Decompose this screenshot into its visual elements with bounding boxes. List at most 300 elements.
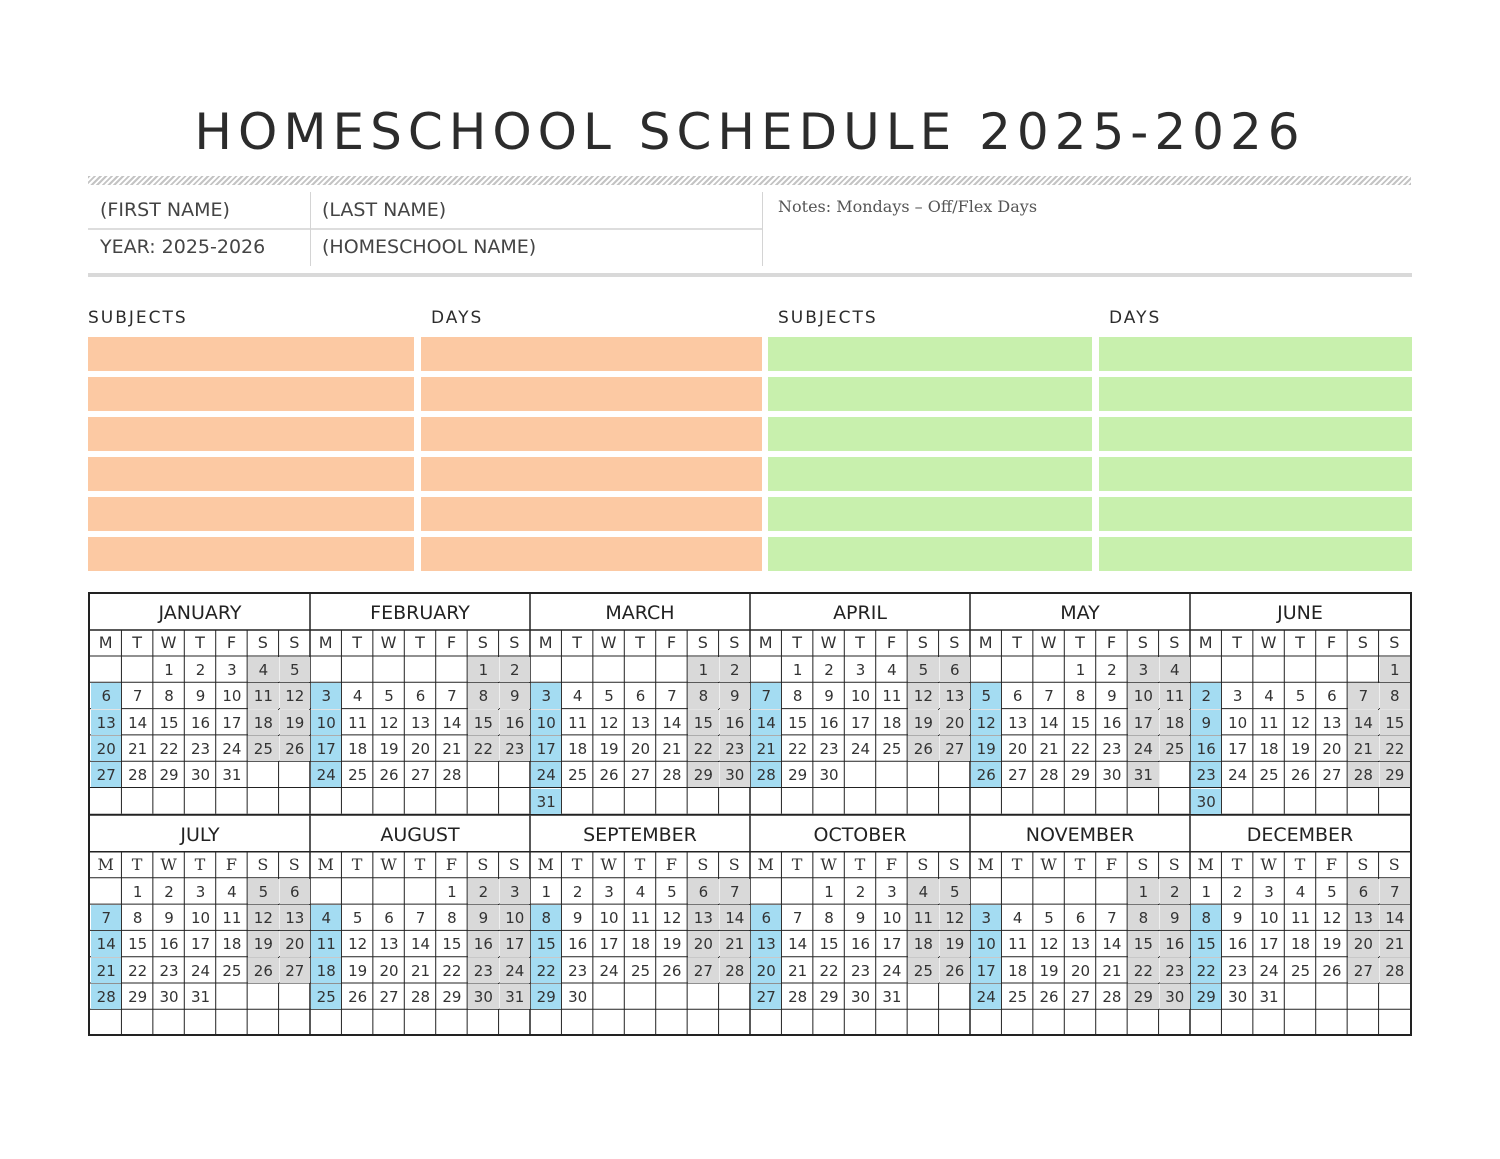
calendar-day[interactable]: 21 (410, 961, 431, 980)
calendar-day[interactable]: 7 (720, 879, 750, 904)
calendar-day[interactable]: 29 (788, 766, 808, 785)
calendar-day[interactable]: 30 (568, 987, 588, 1006)
calendar-day[interactable]: 21 (1380, 931, 1410, 956)
calendar-day[interactable]: 31 (531, 789, 561, 814)
calendar-day[interactable]: 3 (855, 661, 866, 679)
calendar-day[interactable]: 18 (1008, 961, 1028, 980)
calendar-day[interactable]: 24 (1228, 766, 1248, 785)
calendar-day[interactable]: 18 (630, 935, 651, 954)
calendar-day[interactable]: 28 (1380, 958, 1410, 983)
calendar-day[interactable]: 22 (128, 961, 148, 980)
calendar-day[interactable]: 20 (1008, 739, 1028, 758)
calendar-day[interactable]: 29 (1380, 762, 1410, 787)
calendar-day[interactable]: 19 (940, 931, 970, 956)
calendar-day[interactable]: 8 (1075, 687, 1086, 706)
calendar-day[interactable]: 20 (688, 931, 718, 956)
calendar-day[interactable]: 22 (788, 739, 808, 758)
calendar-day[interactable]: 31 (1259, 987, 1279, 1006)
calendar-day[interactable]: 27 (280, 958, 310, 983)
calendar-day[interactable]: 4 (635, 882, 646, 901)
calendar-day[interactable]: 13 (379, 935, 399, 954)
calendar-day[interactable]: 2 (572, 882, 583, 901)
calendar-day[interactable]: 30 (468, 984, 498, 1009)
calendar-day[interactable]: 14 (442, 713, 462, 732)
calendar-day[interactable]: 10 (850, 687, 871, 706)
calendar-day[interactable]: 20 (91, 736, 121, 761)
calendar-day[interactable]: 3 (500, 879, 530, 904)
days-box-left[interactable] (421, 457, 762, 491)
calendar-day[interactable]: 24 (599, 961, 619, 980)
calendar-day[interactable]: 10 (531, 710, 561, 735)
calendar-day[interactable]: 26 (940, 958, 970, 983)
days-box-right[interactable] (1099, 337, 1412, 371)
calendar-day[interactable]: 31 (1128, 762, 1158, 787)
calendar-day[interactable]: 16 (500, 710, 530, 735)
calendar-day[interactable]: 29 (128, 987, 148, 1006)
calendar-day[interactable]: 2 (195, 661, 206, 679)
calendar-day[interactable]: 7 (1044, 687, 1054, 706)
calendar-day[interactable]: 26 (599, 766, 619, 785)
subject-box-right[interactable] (768, 457, 1092, 491)
calendar-day[interactable]: 30 (850, 987, 871, 1006)
calendar-day[interactable]: 1 (468, 657, 498, 682)
calendar-day[interactable]: 10 (500, 905, 530, 930)
calendar-day[interactable]: 27 (630, 766, 651, 785)
calendar-day[interactable]: 21 (720, 931, 750, 956)
calendar-day[interactable]: 3 (531, 683, 561, 708)
calendar-day[interactable]: 6 (635, 687, 646, 706)
calendar-day[interactable]: 10 (599, 909, 619, 928)
calendar-day[interactable]: 4 (311, 905, 341, 930)
calendar-day[interactable]: 15 (788, 713, 808, 732)
calendar-day[interactable]: 7 (1380, 879, 1410, 904)
calendar-day[interactable]: 13 (1322, 713, 1342, 732)
calendar-day[interactable]: 21 (662, 739, 682, 758)
calendar-day[interactable]: 13 (940, 683, 970, 708)
calendar-day[interactable]: 12 (971, 710, 1001, 735)
calendar-day[interactable]: 25 (248, 736, 278, 761)
calendar-day[interactable]: 14 (1102, 935, 1122, 954)
calendar-day[interactable]: 25 (568, 766, 588, 785)
calendar-day[interactable]: 21 (128, 739, 148, 758)
calendar-day[interactable]: 23 (468, 958, 498, 983)
calendar-day[interactable]: 13 (1008, 713, 1028, 732)
calendar-day[interactable]: 1 (688, 657, 718, 682)
calendar-day[interactable]: 18 (1259, 739, 1279, 758)
days-box-right[interactable] (1099, 417, 1412, 451)
calendar-day[interactable]: 14 (720, 905, 750, 930)
calendar-day[interactable]: 11 (248, 683, 278, 708)
calendar-day[interactable]: 9 (500, 683, 530, 708)
calendar-day[interactable]: 19 (379, 739, 399, 758)
calendar-day[interactable]: 23 (1228, 961, 1248, 980)
calendar-day[interactable]: 4 (1295, 882, 1306, 901)
days-box-left[interactable] (421, 537, 762, 571)
calendar-day[interactable]: 8 (468, 683, 498, 708)
calendar-day[interactable]: 10 (882, 909, 902, 928)
calendar-day[interactable]: 11 (222, 909, 242, 928)
calendar-day[interactable]: 26 (1290, 766, 1311, 785)
calendar-day[interactable]: 4 (1160, 657, 1190, 682)
calendar-day[interactable]: 31 (190, 987, 211, 1006)
calendar-day[interactable]: 9 (855, 909, 866, 928)
calendar-day[interactable]: 14 (662, 713, 682, 732)
calendar-day[interactable]: 5 (1327, 882, 1337, 901)
calendar-day[interactable]: 15 (688, 710, 718, 735)
calendar-day[interactable]: 22 (1380, 736, 1410, 761)
calendar-day[interactable]: 27 (688, 958, 718, 983)
calendar-day[interactable]: 5 (1295, 687, 1306, 706)
calendar-day[interactable]: 19 (280, 710, 310, 735)
calendar-day[interactable]: 4 (887, 661, 897, 679)
calendar-day[interactable]: 11 (1290, 909, 1311, 928)
calendar-day[interactable]: 1 (824, 882, 834, 901)
calendar-day[interactable]: 20 (940, 710, 970, 735)
calendar-day[interactable]: 28 (1102, 987, 1122, 1006)
calendar-day[interactable]: 25 (1160, 736, 1190, 761)
calendar-day[interactable]: 12 (940, 905, 970, 930)
calendar-day[interactable]: 29 (819, 987, 839, 1006)
days-box-right[interactable] (1099, 537, 1412, 571)
days-box-left[interactable] (421, 377, 762, 411)
calendar-day[interactable]: 19 (1290, 739, 1311, 758)
calendar-day[interactable]: 3 (604, 882, 614, 901)
calendar-day[interactable]: 24 (531, 762, 561, 787)
calendar-day[interactable]: 22 (1070, 739, 1091, 758)
calendar-day[interactable]: 11 (1160, 683, 1190, 708)
calendar-day[interactable]: 5 (667, 882, 677, 901)
calendar-day[interactable]: 16 (468, 931, 498, 956)
calendar-day[interactable]: 15 (1191, 931, 1221, 956)
calendar-day[interactable]: 1 (1380, 657, 1410, 682)
calendar-day[interactable]: 17 (850, 713, 871, 732)
calendar-day[interactable]: 5 (604, 687, 614, 706)
calendar-day[interactable]: 27 (410, 766, 431, 785)
subject-box-right[interactable] (768, 417, 1092, 451)
calendar-day[interactable]: 9 (1232, 909, 1243, 928)
calendar-day[interactable]: 24 (190, 961, 211, 980)
calendar-day[interactable]: 12 (908, 683, 938, 708)
calendar-day[interactable]: 22 (688, 736, 718, 761)
subject-box-right[interactable] (768, 537, 1092, 571)
calendar-day[interactable]: 13 (410, 713, 431, 732)
calendar-day[interactable]: 13 (688, 905, 718, 930)
calendar-day[interactable]: 6 (688, 879, 718, 904)
calendar-day[interactable]: 8 (531, 905, 561, 930)
days-box-right[interactable] (1099, 377, 1412, 411)
calendar-day[interactable]: 5 (352, 909, 363, 928)
calendar-day[interactable]: 24 (500, 958, 530, 983)
calendar-day[interactable]: 6 (280, 879, 310, 904)
calendar-day[interactable]: 23 (568, 961, 588, 980)
calendar-day[interactable]: 24 (1128, 736, 1158, 761)
calendar-day[interactable]: 16 (819, 713, 839, 732)
calendar-day[interactable]: 25 (630, 961, 651, 980)
calendar-day[interactable]: 25 (1290, 961, 1311, 980)
calendar-day[interactable]: 5 (908, 657, 938, 682)
calendar-day[interactable]: 18 (882, 713, 902, 732)
calendar-day[interactable]: 1 (1128, 879, 1158, 904)
calendar-day[interactable]: 4 (1012, 909, 1023, 928)
calendar-day[interactable]: 20 (280, 931, 310, 956)
calendar-day[interactable]: 17 (882, 935, 902, 954)
calendar-day[interactable]: 1 (1201, 882, 1211, 901)
calendar-day[interactable]: 3 (1264, 882, 1274, 901)
calendar-day[interactable]: 23 (159, 961, 179, 980)
calendar-day[interactable]: 10 (311, 710, 341, 735)
calendar-day[interactable]: 14 (1380, 905, 1410, 930)
last-name-field[interactable]: (LAST NAME) (322, 199, 447, 221)
calendar-day[interactable]: 25 (311, 984, 341, 1009)
calendar-day[interactable]: 2 (855, 882, 866, 901)
calendar-day[interactable]: 2 (1107, 661, 1117, 679)
calendar-day[interactable]: 27 (1008, 766, 1028, 785)
calendar-day[interactable]: 28 (91, 984, 121, 1009)
calendar-day[interactable]: 17 (531, 736, 561, 761)
calendar-day[interactable]: 20 (379, 961, 399, 980)
days-box-left[interactable] (421, 417, 762, 451)
calendar-day[interactable]: 2 (1232, 882, 1243, 901)
calendar-day[interactable]: 18 (248, 710, 278, 735)
calendar-day[interactable]: 27 (940, 736, 970, 761)
calendar-day[interactable]: 12 (1290, 713, 1311, 732)
calendar-day[interactable]: 26 (348, 987, 368, 1006)
calendar-day[interactable]: 14 (128, 713, 148, 732)
calendar-day[interactable]: 16 (850, 935, 871, 954)
calendar-day[interactable]: 15 (159, 713, 179, 732)
calendar-day[interactable]: 15 (819, 935, 839, 954)
calendar-day[interactable]: 15 (1380, 710, 1410, 735)
calendar-day[interactable]: 18 (568, 739, 588, 758)
calendar-day[interactable]: 30 (1191, 789, 1221, 814)
days-box-left[interactable] (421, 337, 762, 371)
calendar-day[interactable]: 21 (788, 961, 808, 980)
calendar-day[interactable]: 20 (1322, 739, 1342, 758)
year-field[interactable]: YEAR: 2025-2026 (100, 236, 266, 258)
calendar-day[interactable]: 6 (940, 657, 970, 682)
calendar-day[interactable]: 16 (1160, 931, 1190, 956)
calendar-day[interactable]: 6 (1348, 879, 1378, 904)
calendar-day[interactable]: 8 (447, 909, 457, 928)
calendar-day[interactable]: 13 (280, 905, 310, 930)
calendar-day[interactable]: 31 (882, 987, 902, 1006)
calendar-day[interactable]: 22 (468, 736, 498, 761)
calendar-day[interactable]: 28 (1039, 766, 1059, 785)
calendar-day[interactable]: 25 (222, 961, 242, 980)
calendar-day[interactable]: 28 (1348, 762, 1378, 787)
calendar-day[interactable]: 19 (1039, 961, 1059, 980)
calendar-day[interactable]: 14 (788, 935, 808, 954)
calendar-day[interactable]: 12 (1039, 935, 1059, 954)
calendar-day[interactable]: 27 (379, 987, 399, 1006)
calendar-day[interactable]: 8 (792, 687, 803, 706)
calendar-day[interactable]: 15 (442, 935, 462, 954)
calendar-day[interactable]: 13 (91, 710, 121, 735)
notes-field[interactable]: Notes: Mondays – Off/Flex Days (778, 197, 1038, 216)
calendar-day[interactable]: 3 (1232, 687, 1243, 706)
calendar-day[interactable]: 3 (1128, 657, 1158, 682)
first-name-field[interactable]: (FIRST NAME) (100, 199, 230, 221)
calendar-day[interactable]: 19 (599, 739, 619, 758)
calendar-day[interactable]: 30 (1228, 987, 1248, 1006)
calendar-day[interactable]: 21 (1348, 736, 1378, 761)
calendar-day[interactable]: 26 (1039, 987, 1059, 1006)
calendar-day[interactable]: 16 (190, 713, 211, 732)
calendar-day[interactable]: 1 (447, 882, 457, 901)
calendar-day[interactable]: 17 (1228, 739, 1248, 758)
calendar-day[interactable]: 29 (531, 984, 561, 1009)
calendar-day[interactable]: 18 (311, 958, 341, 983)
calendar-day[interactable]: 10 (222, 687, 242, 706)
calendar-day[interactable]: 26 (971, 762, 1001, 787)
calendar-day[interactable]: 2 (164, 882, 174, 901)
calendar-day[interactable]: 25 (908, 958, 938, 983)
calendar-day[interactable]: 13 (751, 931, 781, 956)
calendar-day[interactable]: 23 (720, 736, 750, 761)
calendar-day[interactable]: 7 (415, 909, 426, 928)
calendar-day[interactable]: 3 (971, 905, 1001, 930)
calendar-day[interactable]: 18 (908, 931, 938, 956)
calendar-day[interactable]: 26 (248, 958, 278, 983)
days-box-right[interactable] (1099, 497, 1412, 531)
calendar-day[interactable]: 22 (159, 739, 179, 758)
calendar-day[interactable]: 2 (824, 661, 834, 679)
calendar-day[interactable]: 11 (348, 713, 368, 732)
calendar-day[interactable]: 11 (568, 713, 588, 732)
calendar-day[interactable]: 10 (971, 931, 1001, 956)
calendar-day[interactable]: 19 (1322, 935, 1342, 954)
calendar-day[interactable]: 23 (500, 736, 530, 761)
calendar-day[interactable]: 28 (662, 766, 682, 785)
calendar-day[interactable]: 4 (248, 657, 278, 682)
calendar-day[interactable]: 6 (384, 909, 394, 928)
calendar-day[interactable]: 18 (1290, 935, 1311, 954)
calendar-day[interactable]: 9 (468, 905, 498, 930)
calendar-day[interactable]: 17 (1259, 935, 1279, 954)
calendar-day[interactable]: 14 (410, 935, 431, 954)
subject-box-left[interactable] (88, 417, 414, 451)
days-box-right[interactable] (1099, 457, 1412, 491)
calendar-day[interactable]: 29 (688, 762, 718, 787)
calendar-day[interactable]: 27 (1322, 766, 1342, 785)
calendar-day[interactable]: 15 (468, 710, 498, 735)
calendar-day[interactable]: 19 (248, 931, 278, 956)
calendar-day[interactable]: 10 (1228, 713, 1248, 732)
calendar-day[interactable]: 9 (1107, 687, 1117, 706)
calendar-day[interactable]: 12 (280, 683, 310, 708)
calendar-day[interactable]: 23 (190, 739, 211, 758)
calendar-day[interactable]: 9 (720, 683, 750, 708)
calendar-day[interactable]: 11 (311, 931, 341, 956)
calendar-day[interactable]: 19 (348, 961, 368, 980)
calendar-day[interactable]: 12 (379, 713, 399, 732)
calendar-day[interactable]: 15 (531, 931, 561, 956)
calendar-day[interactable]: 25 (348, 766, 368, 785)
calendar-day[interactable]: 8 (132, 909, 143, 928)
calendar-day[interactable]: 23 (819, 739, 839, 758)
calendar-day[interactable]: 30 (190, 766, 211, 785)
calendar-day[interactable]: 25 (882, 739, 902, 758)
subject-box-left[interactable] (88, 537, 414, 571)
calendar-day[interactable]: 6 (91, 683, 121, 708)
calendar-day[interactable]: 30 (819, 766, 839, 785)
days-box-left[interactable] (421, 497, 762, 531)
calendar-day[interactable]: 2 (1160, 879, 1190, 904)
calendar-day[interactable]: 17 (1128, 710, 1158, 735)
calendar-day[interactable]: 6 (415, 687, 426, 706)
calendar-day[interactable]: 14 (91, 931, 121, 956)
calendar-day[interactable]: 24 (222, 739, 242, 758)
calendar-day[interactable]: 21 (442, 739, 462, 758)
calendar-day[interactable]: 23 (1191, 762, 1221, 787)
calendar-day[interactable]: 18 (222, 935, 242, 954)
calendar-day[interactable]: 17 (971, 958, 1001, 983)
calendar-day[interactable]: 12 (1322, 909, 1342, 928)
calendar-day[interactable]: 6 (1075, 909, 1086, 928)
calendar-day[interactable]: 13 (1348, 905, 1378, 930)
calendar-day[interactable]: 11 (1008, 935, 1028, 954)
calendar-day[interactable]: 28 (788, 987, 808, 1006)
calendar-day[interactable]: 31 (222, 766, 242, 785)
homeschool-name-field[interactable]: (HOMESCHOOL NAME) (322, 236, 537, 258)
calendar-day[interactable]: 4 (572, 687, 583, 706)
calendar-day[interactable]: 19 (662, 935, 682, 954)
calendar-day[interactable]: 23 (1102, 739, 1122, 758)
calendar-day[interactable]: 28 (751, 762, 781, 787)
calendar-day[interactable]: 4 (1264, 687, 1274, 706)
calendar-day[interactable]: 25 (1259, 766, 1279, 785)
calendar-day[interactable]: 24 (1259, 961, 1279, 980)
calendar-day[interactable]: 3 (227, 661, 237, 679)
calendar-day[interactable]: 21 (751, 736, 781, 761)
calendar-day[interactable]: 17 (311, 736, 341, 761)
calendar-day[interactable]: 21 (1039, 739, 1059, 758)
calendar-day[interactable]: 16 (1228, 935, 1248, 954)
calendar-day[interactable]: 7 (667, 687, 677, 706)
calendar-day[interactable]: 30 (159, 987, 179, 1006)
calendar-day[interactable]: 16 (568, 935, 588, 954)
calendar-day[interactable]: 1 (132, 882, 143, 901)
calendar-day[interactable]: 11 (908, 905, 938, 930)
calendar-day[interactable]: 31 (500, 984, 530, 1009)
calendar-day[interactable]: 30 (1160, 984, 1190, 1009)
calendar-day[interactable]: 29 (1070, 766, 1091, 785)
calendar-day[interactable]: 17 (500, 931, 530, 956)
calendar-day[interactable]: 9 (1191, 710, 1221, 735)
subject-box-left[interactable] (88, 497, 414, 531)
calendar-day[interactable]: 23 (850, 961, 871, 980)
calendar-day[interactable]: 6 (751, 905, 781, 930)
calendar-day[interactable]: 4 (352, 687, 363, 706)
calendar-day[interactable]: 22 (442, 961, 462, 980)
calendar-day[interactable]: 8 (824, 909, 834, 928)
calendar-day[interactable]: 12 (662, 909, 682, 928)
calendar-day[interactable]: 30 (720, 762, 750, 787)
subject-box-right[interactable] (768, 337, 1092, 371)
calendar-day[interactable]: 18 (348, 739, 368, 758)
calendar-day[interactable]: 22 (819, 961, 839, 980)
calendar-day[interactable]: 20 (630, 739, 651, 758)
calendar-day[interactable]: 4 (227, 882, 237, 901)
calendar-day[interactable]: 28 (410, 987, 431, 1006)
calendar-day[interactable]: 29 (1128, 984, 1158, 1009)
calendar-day[interactable]: 9 (164, 909, 174, 928)
calendar-day[interactable]: 11 (882, 687, 902, 706)
calendar-day[interactable]: 7 (132, 687, 143, 706)
calendar-day[interactable]: 30 (1102, 766, 1122, 785)
calendar-day[interactable]: 28 (128, 766, 148, 785)
calendar-day[interactable]: 1 (1075, 661, 1086, 679)
